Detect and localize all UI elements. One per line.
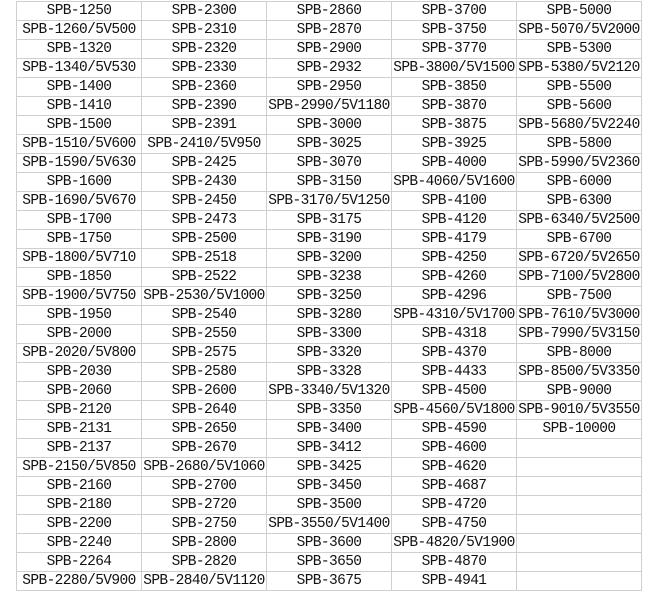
table-cell: SPB-1690/5V670 — [17, 192, 142, 211]
table-row — [17, 401, 642, 420]
table-cell: SPB-2580 — [142, 363, 267, 382]
table-row — [17, 173, 642, 192]
table-row — [17, 439, 642, 458]
table-cell: SPB-4100 — [392, 192, 517, 211]
table-cell — [517, 496, 642, 515]
table-cell: SPB-2900 — [267, 40, 392, 59]
table-cell: SPB-2522 — [142, 268, 267, 287]
table-cell: SPB-2540 — [142, 306, 267, 325]
table-cell: SPB-2360 — [142, 78, 267, 97]
table-cell: SPB-2137 — [17, 439, 142, 458]
table-cell: SPB-9000 — [517, 382, 642, 401]
table-cell: SPB-4433 — [392, 363, 517, 382]
table-cell: SPB-6300 — [517, 192, 642, 211]
table-cell: SPB-8000 — [517, 344, 642, 363]
table-cell: SPB-2000 — [17, 325, 142, 344]
table-cell: SPB-3500 — [267, 496, 392, 515]
table-cell: SPB-6700 — [517, 230, 642, 249]
table-cell: SPB-2473 — [142, 211, 267, 230]
table-cell: SPB-2425 — [142, 154, 267, 173]
table-cell — [517, 477, 642, 496]
table-cell: SPB-2430 — [142, 173, 267, 192]
table-cell: SPB-4620 — [392, 458, 517, 477]
table-row — [17, 135, 642, 154]
table-cell: SPB-3150 — [267, 173, 392, 192]
table-cell: SPB-5000 — [517, 2, 642, 21]
table-cell: SPB-4060/5V1600 — [393, 174, 515, 190]
table-cell: SPB-4720 — [392, 496, 517, 515]
table-cell: SPB-3175 — [267, 211, 392, 230]
table-cell: SPB-4296 — [392, 287, 517, 306]
table-cell: SPB-2860 — [267, 2, 392, 21]
table-cell: SPB-2518 — [142, 249, 267, 268]
table-cell: SPB-4600 — [392, 439, 517, 458]
table-cell: SPB-2550 — [142, 325, 267, 344]
table-cell: SPB-2650 — [142, 420, 267, 439]
table-row — [17, 192, 642, 211]
table-row — [17, 59, 642, 78]
table-cell: SPB-8500/5V3350 — [518, 364, 640, 380]
table-cell: SPB-2320 — [142, 40, 267, 59]
table-cell: SPB-3850 — [392, 78, 517, 97]
table-cell: SPB-3190 — [267, 230, 392, 249]
table-cell: SPB-5070/5V2000 — [518, 22, 640, 38]
table-body — [17, 2, 642, 591]
table-cell: SPB-5500 — [517, 78, 642, 97]
table-cell: SPB-2391 — [142, 116, 267, 135]
table-cell: SPB-2700 — [142, 477, 267, 496]
table-cell: SPB-1410 — [17, 97, 142, 116]
table-cell: SPB-2720 — [142, 496, 267, 515]
table-row — [17, 40, 642, 59]
table-row — [17, 306, 642, 325]
table-row — [17, 249, 642, 268]
table-cell: SPB-3250 — [267, 287, 392, 306]
table-row — [17, 78, 642, 97]
table-cell: SPB-2820 — [142, 553, 267, 572]
table-cell: SPB-3328 — [267, 363, 392, 382]
table-cell — [517, 553, 642, 572]
table-cell: SPB-3675 — [267, 572, 392, 591]
table-cell: SPB-3170/5V1250 — [268, 193, 390, 209]
table-cell: SPB-2530/5V1000 — [143, 288, 265, 304]
table-cell: SPB-3650 — [267, 553, 392, 572]
table-cell: SPB-3750 — [392, 21, 517, 40]
table-cell: SPB-1850 — [17, 268, 142, 287]
table-cell: SPB-2870 — [267, 21, 392, 40]
table-cell: SPB-10000 — [517, 420, 642, 439]
table-cell: SPB-2120 — [17, 401, 142, 420]
table-cell: SPB-2840/5V1120 — [143, 573, 265, 589]
table-cell — [517, 515, 642, 534]
table-cell: SPB-4120 — [392, 211, 517, 230]
table-cell — [517, 439, 642, 458]
table-cell: SPB-1700 — [17, 211, 142, 230]
table-cell: SPB-2750 — [142, 515, 267, 534]
table-cell: SPB-9010/5V3550 — [518, 402, 640, 418]
table-cell: SPB-1750 — [17, 230, 142, 249]
table-cell: SPB-3280 — [267, 306, 392, 325]
table-cell: SPB-4370 — [392, 344, 517, 363]
table-cell: SPB-1510/5V600 — [17, 135, 142, 154]
table-cell: SPB-4941 — [392, 572, 517, 591]
table-cell: SPB-3320 — [267, 344, 392, 363]
table-cell: SPB-5680/5V2240 — [518, 117, 640, 133]
table-cell: SPB-1320 — [17, 40, 142, 59]
table-cell — [517, 534, 642, 553]
table-cell: SPB-2180 — [17, 496, 142, 515]
table-cell: SPB-3800/5V1500 — [393, 60, 515, 76]
table-cell: SPB-5800 — [517, 135, 642, 154]
table-cell: SPB-7500 — [517, 287, 642, 306]
table-cell: SPB-3770 — [392, 40, 517, 59]
table-cell: SPB-1600 — [17, 173, 142, 192]
table-cell: SPB-2280/5V900 — [17, 572, 142, 591]
table-cell: SPB-2131 — [17, 420, 142, 439]
table-cell: SPB-3450 — [267, 477, 392, 496]
table-cell: SPB-3200 — [267, 249, 392, 268]
table-cell: SPB-2160 — [17, 477, 142, 496]
table-cell: SPB-5300 — [517, 40, 642, 59]
table-cell: SPB-1500 — [17, 116, 142, 135]
table-cell: SPB-4179 — [392, 230, 517, 249]
table-cell: SPB-3340/5V1320 — [268, 383, 390, 399]
table-row — [17, 382, 642, 401]
table-cell: SPB-1900/5V750 — [17, 287, 142, 306]
table-cell: SPB-6720/5V2650 — [518, 250, 640, 266]
table-cell: SPB-7610/5V3000 — [518, 307, 640, 323]
table-row — [17, 477, 642, 496]
table-row — [17, 553, 642, 572]
table-row — [17, 154, 642, 173]
table-cell: SPB-4750 — [392, 515, 517, 534]
table-cell: SPB-2670 — [142, 439, 267, 458]
table-row — [17, 21, 642, 40]
table-cell: SPB-2450 — [142, 192, 267, 211]
table-cell: SPB-4590 — [392, 420, 517, 439]
table-cell: SPB-3300 — [267, 325, 392, 344]
table-cell: SPB-3350 — [267, 401, 392, 420]
table-cell: SPB-2264 — [17, 553, 142, 572]
table-row — [17, 325, 642, 344]
table-cell: SPB-3925 — [392, 135, 517, 154]
table-row — [17, 97, 642, 116]
table-row — [17, 116, 642, 135]
table-cell: SPB-2640 — [142, 401, 267, 420]
table-cell: SPB-2680/5V1060 — [143, 459, 265, 475]
table-cell: SPB-5600 — [517, 97, 642, 116]
table-cell: SPB-4318 — [392, 325, 517, 344]
table-cell: SPB-2060 — [17, 382, 142, 401]
table-row — [17, 515, 642, 534]
table-row — [17, 458, 642, 477]
table-cell: SPB-2410/5V950 — [142, 135, 267, 154]
table-cell: SPB-3025 — [267, 135, 392, 154]
table-cell: SPB-2390 — [142, 97, 267, 116]
table-cell: SPB-5380/5V2120 — [518, 60, 640, 76]
table-cell: SPB-6340/5V2500 — [518, 212, 640, 228]
table-cell: SPB-1250 — [17, 2, 142, 21]
table-cell: SPB-1950 — [17, 306, 142, 325]
table-cell: SPB-3870 — [392, 97, 517, 116]
table-cell: SPB-4870 — [392, 553, 517, 572]
table-cell: SPB-2030 — [17, 363, 142, 382]
table-cell: SPB-6000 — [517, 173, 642, 192]
table-cell: SPB-4260 — [392, 268, 517, 287]
table-cell: SPB-1590/5V630 — [17, 154, 142, 173]
table-cell: SPB-1340/5V530 — [17, 59, 142, 78]
table-cell: SPB-3425 — [267, 458, 392, 477]
table-cell: SPB-3412 — [267, 439, 392, 458]
table-cell — [517, 458, 642, 477]
table-cell: SPB-3400 — [267, 420, 392, 439]
table-cell: SPB-3550/5V1400 — [268, 516, 390, 532]
table-cell: SPB-2932 — [267, 59, 392, 78]
table-cell: SPB-4820/5V1900 — [393, 535, 515, 551]
table-row — [17, 344, 642, 363]
table-row — [17, 268, 642, 287]
table-row — [17, 534, 642, 553]
table-cell: SPB-1400 — [17, 78, 142, 97]
table-cell: SPB-3070 — [267, 154, 392, 173]
table-cell: SPB-2300 — [142, 2, 267, 21]
table-cell: SPB-4500 — [392, 382, 517, 401]
table-cell: SPB-2310 — [142, 21, 267, 40]
table-cell: SPB-2020/5V800 — [17, 344, 142, 363]
table-cell: SPB-2330 — [142, 59, 267, 78]
table-row — [17, 287, 642, 306]
table-row — [17, 230, 642, 249]
table-cell: SPB-3700 — [392, 2, 517, 21]
table-cell: SPB-4560/5V1800 — [393, 402, 515, 418]
table-cell: SPB-7100/5V2800 — [518, 269, 640, 285]
table-cell: SPB-4000 — [392, 154, 517, 173]
table-cell: SPB-5990/5V2360 — [518, 155, 640, 171]
table-cell: SPB-3600 — [267, 534, 392, 553]
table-row — [17, 211, 642, 230]
table-cell: SPB-2200 — [17, 515, 142, 534]
table-row — [17, 496, 642, 515]
table-cell — [517, 572, 642, 591]
table-cell: SPB-2500 — [142, 230, 267, 249]
table-row — [17, 420, 642, 439]
table-cell: SPB-2150/5V850 — [17, 458, 142, 477]
table-row — [17, 572, 642, 591]
table-cell: SPB-2575 — [142, 344, 267, 363]
table-cell: SPB-3238 — [267, 268, 392, 287]
table-row — [17, 363, 642, 382]
table-cell: SPB-7990/5V3150 — [518, 326, 640, 342]
table-cell: SPB-4687 — [392, 477, 517, 496]
table-cell: SPB-4250 — [392, 249, 517, 268]
table-cell: SPB-2600 — [142, 382, 267, 401]
table-row — [17, 2, 642, 21]
table-cell: SPB-2800 — [142, 534, 267, 553]
table-cell: SPB-2240 — [17, 534, 142, 553]
table-cell: SPB-1800/5V710 — [17, 249, 142, 268]
table-cell: SPB-4310/5V1700 — [393, 307, 515, 323]
table-cell: SPB-3000 — [267, 116, 392, 135]
table-cell: SPB-1260/5V500 — [17, 21, 142, 40]
table-cell: SPB-3875 — [392, 116, 517, 135]
belt-size-table — [16, 1, 642, 591]
table-cell: SPB-2990/5V1180 — [268, 98, 390, 114]
table-cell: SPB-2950 — [267, 78, 392, 97]
